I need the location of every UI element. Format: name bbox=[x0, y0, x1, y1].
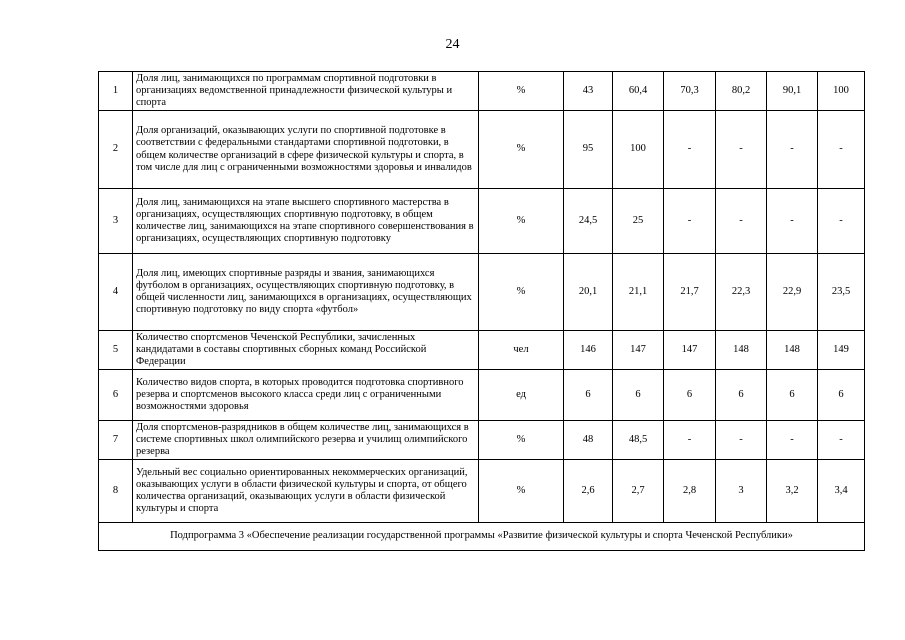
value-cell: 25 bbox=[613, 189, 664, 254]
value-cell: 23,5 bbox=[818, 254, 865, 331]
value-cell: - bbox=[664, 421, 716, 460]
unit-cell: % bbox=[479, 111, 564, 189]
value-cell: 146 bbox=[564, 331, 613, 370]
table-row bbox=[99, 72, 865, 111]
indicator-description: Доля лиц, занимающихся на этапе высшего спортивного мастерства в организациях, осуществляющих спортивную подготовку, в общем количестве лиц, занимающихся на этапе спортивного совершенствования в организациях, осуществляющих спортивную подготовку bbox=[133, 189, 479, 254]
row-number: 1 bbox=[99, 72, 133, 111]
indicator-description: Удельный вес социально ориентированных некоммерческих организаций, оказывающих услуги в области физической культуры и спорта, от общего количества организаций, оказывающих услуги в области физической культуры и спорта bbox=[133, 460, 479, 523]
value-cell: 21,7 bbox=[664, 254, 716, 331]
row-number: 8 bbox=[99, 460, 133, 523]
row-number: 6 bbox=[99, 370, 133, 421]
subprogram-row bbox=[99, 523, 865, 551]
row-number: 2 bbox=[99, 111, 133, 189]
row-number: 4 bbox=[99, 254, 133, 331]
value-cell: 148 bbox=[716, 331, 767, 370]
value-cell: 3,4 bbox=[818, 460, 865, 523]
indicators-table bbox=[98, 71, 865, 551]
row-number: 7 bbox=[99, 421, 133, 460]
value-cell: 2,8 bbox=[664, 460, 716, 523]
table-row bbox=[99, 189, 865, 254]
value-cell: 6 bbox=[564, 370, 613, 421]
value-cell: 149 bbox=[818, 331, 865, 370]
table-row bbox=[99, 254, 865, 331]
value-cell: 90,1 bbox=[767, 72, 818, 111]
value-cell: - bbox=[818, 421, 865, 460]
unit-cell: % bbox=[479, 72, 564, 111]
table-row bbox=[99, 111, 865, 189]
unit-cell: чел bbox=[479, 331, 564, 370]
indicator-description: Доля лиц, имеющих спортивные разряды и звания, занимающихся футболом в организациях, осуществляющих спортивную подготовку, в общей численности лиц, занимающихся в организациях, осуществляющих спортивную подготовку по виду спорта «футбол» bbox=[133, 254, 479, 331]
page-number: 24 bbox=[445, 37, 460, 52]
value-cell: 70,3 bbox=[664, 72, 716, 111]
value-cell: 22,9 bbox=[767, 254, 818, 331]
value-cell: 100 bbox=[613, 111, 664, 189]
unit-cell: % bbox=[479, 254, 564, 331]
value-cell: - bbox=[664, 189, 716, 254]
row-number: 5 bbox=[99, 331, 133, 370]
value-cell: - bbox=[818, 111, 865, 189]
value-cell: 6 bbox=[613, 370, 664, 421]
value-cell: - bbox=[716, 111, 767, 189]
indicator-description: Количество спортсменов Чеченской Республики, зачисленных кандидатами в составы спортивных сборных команд Российской Федерации bbox=[133, 331, 479, 370]
value-cell: - bbox=[767, 421, 818, 460]
table-row bbox=[99, 331, 865, 370]
value-cell: 2,6 bbox=[564, 460, 613, 523]
row-number: 3 bbox=[99, 189, 133, 254]
value-cell: 3 bbox=[716, 460, 767, 523]
unit-cell: % bbox=[479, 421, 564, 460]
value-cell: 21,1 bbox=[613, 254, 664, 331]
value-cell: - bbox=[716, 421, 767, 460]
indicator-description: Количество видов спорта, в которых проводится подготовка спортивного резерва и спортсменов высокого класса среди лиц с ограниченными возможностями здоровья bbox=[133, 370, 479, 421]
value-cell: 6 bbox=[767, 370, 818, 421]
value-cell: 100 bbox=[818, 72, 865, 111]
value-cell: 95 bbox=[564, 111, 613, 189]
value-cell: 6 bbox=[818, 370, 865, 421]
value-cell: 148 bbox=[767, 331, 818, 370]
table-row bbox=[99, 460, 865, 523]
value-cell: 3,2 bbox=[767, 460, 818, 523]
value-cell: 20,1 bbox=[564, 254, 613, 331]
value-cell: 147 bbox=[664, 331, 716, 370]
value-cell: 43 bbox=[564, 72, 613, 111]
value-cell: 22,3 bbox=[716, 254, 767, 331]
value-cell: - bbox=[818, 189, 865, 254]
value-cell: 2,7 bbox=[613, 460, 664, 523]
unit-cell: % bbox=[479, 189, 564, 254]
indicator-description: Доля организаций, оказывающих услуги по спортивной подготовке в соответствии с федеральными стандартами спортивной подготовки, в общем количестве организаций в сфере физической культуры и спорта, в том числе для лиц с ограниченными возможностями здоровья и инвалидов bbox=[133, 111, 479, 189]
indicator-description: Доля спортсменов-разрядников в общем количестве лиц, занимающихся в системе спортивных школ олимпийского резерва и училищ олимпийского резерва bbox=[133, 421, 479, 460]
subprogram-title: Подпрограмма 3 «Обеспечение реализации государственной программы «Развитие физической культуры и спорта Чеченской Республики» bbox=[99, 523, 865, 551]
value-cell: 24,5 bbox=[564, 189, 613, 254]
table-row bbox=[99, 421, 865, 460]
value-cell: 60,4 bbox=[613, 72, 664, 111]
value-cell: 48,5 bbox=[613, 421, 664, 460]
unit-cell: % bbox=[479, 460, 564, 523]
indicator-description: Доля лиц, занимающихся по программам спортивной подготовки в организациях ведомственной принадлежности физической культуры и спорта bbox=[133, 72, 479, 111]
value-cell: - bbox=[767, 189, 818, 254]
value-cell: 80,2 bbox=[716, 72, 767, 111]
value-cell: 147 bbox=[613, 331, 664, 370]
unit-cell: ед bbox=[479, 370, 564, 421]
value-cell: 6 bbox=[664, 370, 716, 421]
table-row bbox=[99, 370, 865, 421]
value-cell: - bbox=[716, 189, 767, 254]
value-cell: 48 bbox=[564, 421, 613, 460]
value-cell: - bbox=[767, 111, 818, 189]
value-cell: 6 bbox=[716, 370, 767, 421]
value-cell: - bbox=[664, 111, 716, 189]
